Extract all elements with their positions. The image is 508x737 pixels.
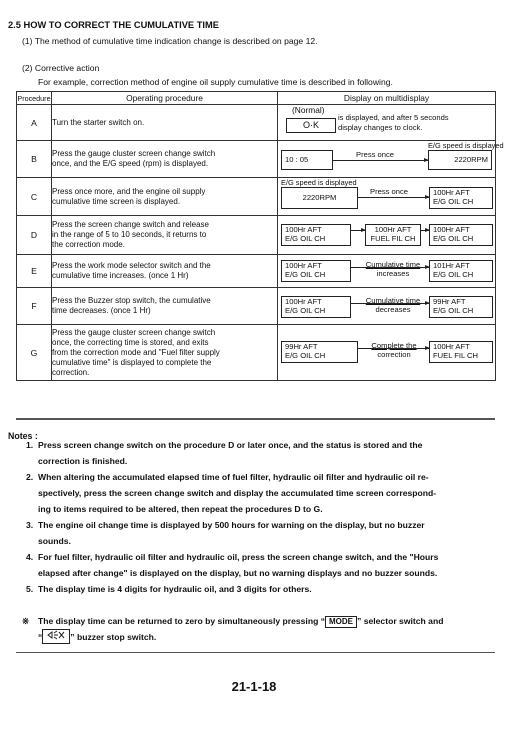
buzzer-stop-key-icon [42,629,70,644]
press-once-label: Press once [370,187,408,196]
notes-heading: Notes : [8,431,38,441]
note-item: 3. The engine oil change time is displayed by 500 hours for warning on the display, but no buzzer sounds. [26,520,425,546]
note-item: 2. When altering the accumulated elapsed time of fuel filter, hydraulic oil filter and hydraulic oil re- spectively, press the screen change switch and display the accumulated time screen correspond- ing to items required to be altered, then repeat the procedures D to G. [26,472,437,514]
intro-reference: (1) The method of cumulative time indication change is described on page 12. [22,36,318,46]
eg-speed-label: E/G speed is displayed [428,141,504,150]
header-procedure: Procedure [17,93,51,103]
normal-note-1: is displayed, and after 5 seconds [338,113,449,122]
arrow-icon [358,348,429,349]
header-operating-procedure: Operating procedure [52,92,278,105]
procedure-text: Press once more, and the engine oil supply cumulative time screen is displayed. [52,178,278,216]
clock-display: 10 : 05 [281,150,333,170]
table-header-row [17,92,496,105]
table-row [17,288,496,325]
oil-display: 101Hr AFT E/G OIL CH [429,260,493,282]
table-row [17,255,496,288]
procedure-text: Press the Buzzer stop switch, the cumulative time decreases. (once 1 Hr) [52,288,278,325]
action-label: Complete the correction [371,341,417,359]
arrow-icon [351,230,365,231]
table-row [17,105,496,141]
normal-label: (Normal) [292,105,325,115]
display-cell [278,288,496,325]
arrow-icon [333,160,428,161]
footer-divider [16,652,495,653]
display-cell [278,255,496,288]
procedure-id: A [17,105,52,141]
procedure-text: Turn the starter switch on. [52,105,278,141]
table-row [17,216,496,255]
normal-note-2: display changes to clock. [338,123,423,132]
ok-display: O·K [286,118,336,133]
note-item: 1. Press screen change switch on the procedure D or later once, and the status is stored and the correction is finished. [26,440,423,466]
eg-speed-label: E/G speed is displayed [281,178,357,187]
display-cell [278,105,496,141]
table-row [17,178,496,216]
section-title: 2.5 HOW TO CORRECT THE CUMULATIVE TIME [8,20,219,30]
procedure-text: Press the work mode selector switch and the cumulative time increases. (once 1 Hr) [52,255,278,288]
page-number: 21-1-18 [231,679,277,694]
intro-example: For example, correction method of engine oil supply cumulative time is described in following. [38,77,393,87]
arrow-icon [358,197,429,198]
procedure-id: C [17,178,52,216]
arrow-icon [421,230,429,231]
oil-display: 100Hr AFT E/G OIL CH [429,224,493,246]
rpm-display: 2220RPM [428,150,492,170]
footnote: ※ The display time can be returned to zero by simultaneously pressing “ MODE ” selector switch and “ ” buzzer stop switch. [22,613,474,645]
table-row [17,325,496,381]
oil-display: 100Hr AFT E/G OIL CH [281,224,351,246]
arrow-icon [351,303,429,304]
procedure-text: Press the screen change switch and release in the range of 5 to 10 seconds, it returns to the correction mode. [52,216,278,255]
oil-display: 99Hr AFT E/G OIL CH [429,296,493,318]
procedure-id: B [17,141,52,178]
rpm-display: 2220RPM [281,187,358,209]
procedure-id: G [17,325,52,381]
oil-display: 100Hr AFT E/G OIL CH [281,260,351,282]
procedure-text: Press the gauge cluster screen change switch once, and the E/G speed (rpm) is displayed. [52,141,278,178]
procedure-id: D [17,216,52,255]
arrow-icon [351,267,429,268]
procedure-table [16,91,504,381]
mode-key-icon: MODE [325,616,357,628]
display-cell [278,178,496,216]
procedure-id: F [17,288,52,325]
oil-display: 100Hr AFT E/G OIL CH [429,187,493,209]
display-cell [278,216,496,255]
reference-mark: ※ [22,616,30,626]
fuel-filter-display: 100Hr AFT FUEL FIL CH [429,341,493,363]
display-cell [278,325,496,381]
note-item: 4. For fuel filter, hydraulic oil filter and hydraulic oil, press the screen change switch, and the "Hours elapsed after change" is displayed on the display, but no warning displays and no buzzer sounds. [26,552,439,578]
header-display: Display on multidisplay [278,92,496,105]
note-item: 5. The display time is 4 digits for hydraulic oil, and 3 digits for others. [26,584,312,594]
table-row [17,141,496,178]
press-once-label: Press once [356,150,394,159]
procedure-text: Press the gauge cluster screen change switch once, the correcting time is stored, and exits from the correction mode and "Fuel filter supply cumulative time" is displayed to complete the correction. [52,325,278,381]
display-cell [278,141,504,178]
action-label: Cumulative time decreases [365,296,421,314]
oil-display: 99Hr AFT E/G OIL CH [281,341,358,363]
action-label: Cumulative time increases [365,260,421,278]
section-divider [16,418,495,420]
fuel-filter-display: 100Hr AFT FUEL FIL CH [365,224,421,246]
oil-display: 100Hr AFT E/G OIL CH [281,296,351,318]
procedure-id: E [17,255,52,288]
intro-corrective-action: (2) Corrective action [22,63,100,73]
